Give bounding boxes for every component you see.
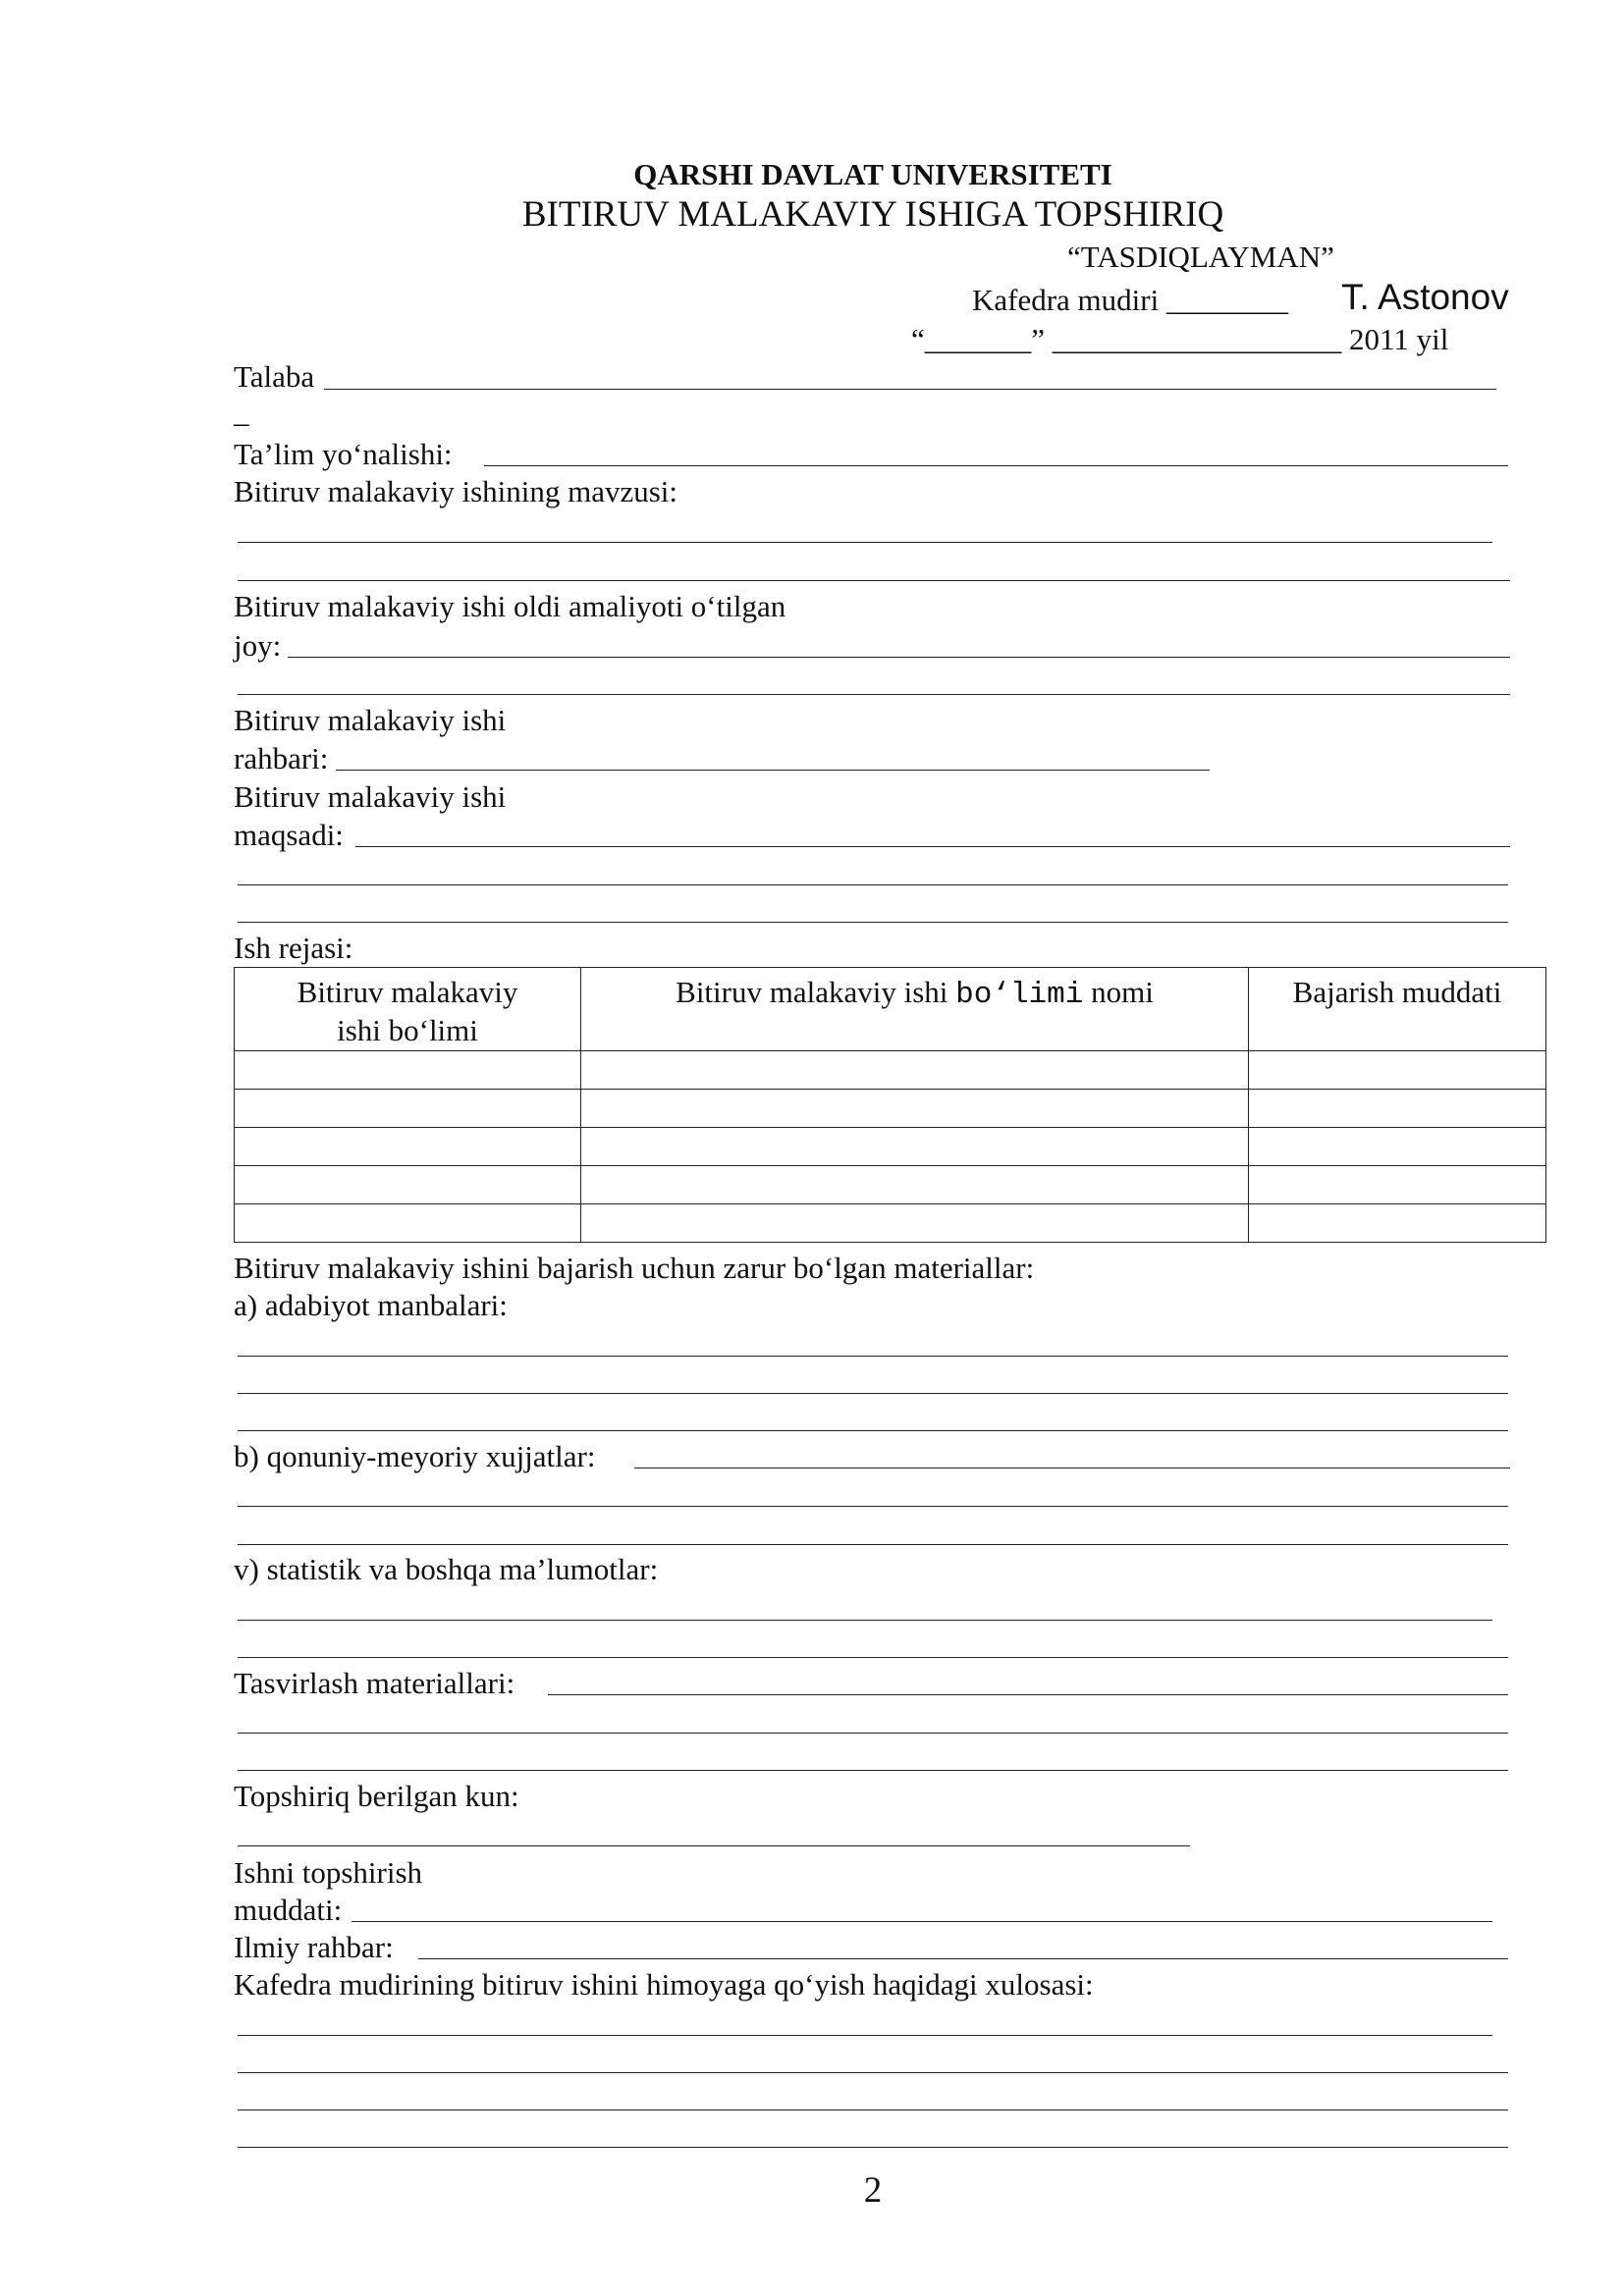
- illustration-line-2[interactable]: [238, 1733, 1508, 1734]
- document-title: BITIRUV MALAKAVIY ISHIGA TOPSHIRIQ: [521, 194, 1224, 235]
- materials-heading: Bitiruv malakaviy ishini bajarish uchun zarur bo‘lgan materiallar:: [234, 1251, 1035, 1285]
- head-of-department-label: Kafedra mudiri ________: [972, 283, 1288, 317]
- work-plan-table: [234, 967, 1546, 1243]
- supervisor-label: Bitiruv malakaviy ishi: [234, 703, 507, 737]
- thesis-goal-label-cont: maqsadi:: [234, 818, 344, 852]
- thesis-goal-line-1[interactable]: [355, 846, 1510, 847]
- column-header-text-c: nomi: [1091, 975, 1154, 1009]
- university-name: QARSHI DAVLAT UNIVERSITETI: [633, 157, 1112, 191]
- statistics-line-2[interactable]: [238, 1657, 1508, 1658]
- table-row: [235, 1089, 1546, 1127]
- thesis-goal-line-2[interactable]: [238, 884, 1508, 885]
- literature-sources-label: a) adabiyot manbalari:: [234, 1288, 508, 1322]
- scientific-advisor-line[interactable]: [418, 1958, 1508, 1959]
- table-cell[interactable]: [235, 1203, 581, 1242]
- approval-date-line: “_______” ___________________ 2011 yil: [911, 322, 1449, 356]
- illustration-line-3[interactable]: [238, 1770, 1508, 1771]
- legal-documents-line-3[interactable]: [238, 1544, 1508, 1545]
- approval-stamp-text: “TASDIQLAYMAN”: [1067, 240, 1334, 274]
- thesis-topic-line-2[interactable]: [238, 580, 1510, 581]
- supervisor-field-line[interactable]: [336, 770, 1210, 771]
- student-field-line[interactable]: [324, 389, 1496, 390]
- student-field-tail: _: [234, 395, 249, 429]
- practice-place-line-1[interactable]: [288, 657, 1510, 658]
- conclusion-line-2[interactable]: [238, 2072, 1508, 2073]
- table-cell[interactable]: [1249, 1203, 1546, 1242]
- thesis-goal-line-3[interactable]: [238, 922, 1508, 923]
- statistics-line-1[interactable]: [238, 1620, 1492, 1621]
- table-cell[interactable]: [581, 1203, 1249, 1242]
- literature-line-1[interactable]: [238, 1356, 1508, 1357]
- study-direction-label: Ta’lim yo‘nalishi:: [234, 437, 453, 471]
- table-cell[interactable]: [235, 1127, 581, 1165]
- thesis-topic-line-1[interactable]: [238, 542, 1492, 543]
- table-row: [235, 1165, 1546, 1203]
- department-conclusion-label: Kafedra mudirining bitiruv ishini himoyaga qo‘yish haqidagi xulosasi:: [234, 1967, 1094, 2002]
- column-header-section-name: [581, 968, 1249, 1051]
- practice-place-line-2[interactable]: [238, 694, 1510, 695]
- thesis-topic-label: Bitiruv malakaviy ishining mavzusi:: [234, 474, 678, 508]
- scientific-advisor-label: Ilmiy rahbar:: [234, 1930, 394, 1964]
- conclusion-line-3[interactable]: [238, 2109, 1508, 2110]
- literature-line-3[interactable]: [238, 1430, 1508, 1431]
- table-row: [235, 1203, 1546, 1242]
- student-label: Talaba: [234, 359, 315, 394]
- practice-place-label: Bitiruv malakaviy ishi oldi amaliyoti o‘tilgan: [234, 589, 786, 623]
- supervisor-label-cont: rahbari:: [234, 741, 329, 775]
- page-number: 2: [863, 2170, 883, 2211]
- thesis-goal-label: Bitiruv malakaviy ishi: [234, 779, 507, 814]
- legal-documents-line-2[interactable]: [238, 1506, 1508, 1507]
- table-cell[interactable]: [581, 1165, 1249, 1203]
- assignment-date-label: Topshiriq berilgan kun:: [234, 1779, 519, 1813]
- statistics-label: v) statistik va boshqa ma’lumotlar:: [234, 1552, 659, 1586]
- table-cell[interactable]: [1249, 1050, 1546, 1089]
- submission-deadline-label-cont: muddati:: [234, 1893, 343, 1927]
- table-cell[interactable]: [235, 1165, 581, 1203]
- column-header-text-b: bo‘limi: [955, 978, 1084, 1012]
- head-of-department-name: T. Astonov: [1341, 277, 1509, 317]
- submission-deadline-line[interactable]: [352, 1921, 1492, 1922]
- column-header-section: Bitiruv malakaviy ishi bo‘limi: [235, 968, 581, 1051]
- work-plan-label: Ish rejasi:: [234, 931, 353, 965]
- table-row: [235, 1127, 1546, 1165]
- table-cell[interactable]: [235, 1089, 581, 1127]
- table-cell[interactable]: [1249, 1165, 1546, 1203]
- column-header-deadline: Bajarish muddati: [1249, 968, 1546, 1051]
- table-row: [235, 1050, 1546, 1089]
- table-header-row: [235, 968, 1546, 1051]
- legal-documents-label: b) qonuniy-meyoriy xujjatlar:: [234, 1439, 596, 1473]
- conclusion-line-4[interactable]: [238, 2147, 1508, 2148]
- table-cell[interactable]: [581, 1127, 1249, 1165]
- table-cell[interactable]: [1249, 1089, 1546, 1127]
- literature-line-2[interactable]: [238, 1393, 1508, 1394]
- assignment-date-line[interactable]: [238, 1845, 1190, 1846]
- column-header-text-a: Bitiruv malakaviy ishi: [676, 975, 948, 1009]
- table-cell[interactable]: [581, 1089, 1249, 1127]
- practice-place-label-cont: joy:: [234, 628, 282, 663]
- table-cell[interactable]: [235, 1050, 581, 1089]
- illustration-line-1[interactable]: [548, 1694, 1508, 1695]
- table-cell[interactable]: [1249, 1127, 1546, 1165]
- conclusion-line-1[interactable]: [238, 2035, 1492, 2036]
- table-cell[interactable]: [581, 1050, 1249, 1089]
- illustration-materials-label: Tasvirlash materiallari:: [234, 1666, 515, 1700]
- submission-deadline-label: Ishni topshirish: [234, 1855, 423, 1890]
- study-direction-field-line[interactable]: [484, 465, 1508, 466]
